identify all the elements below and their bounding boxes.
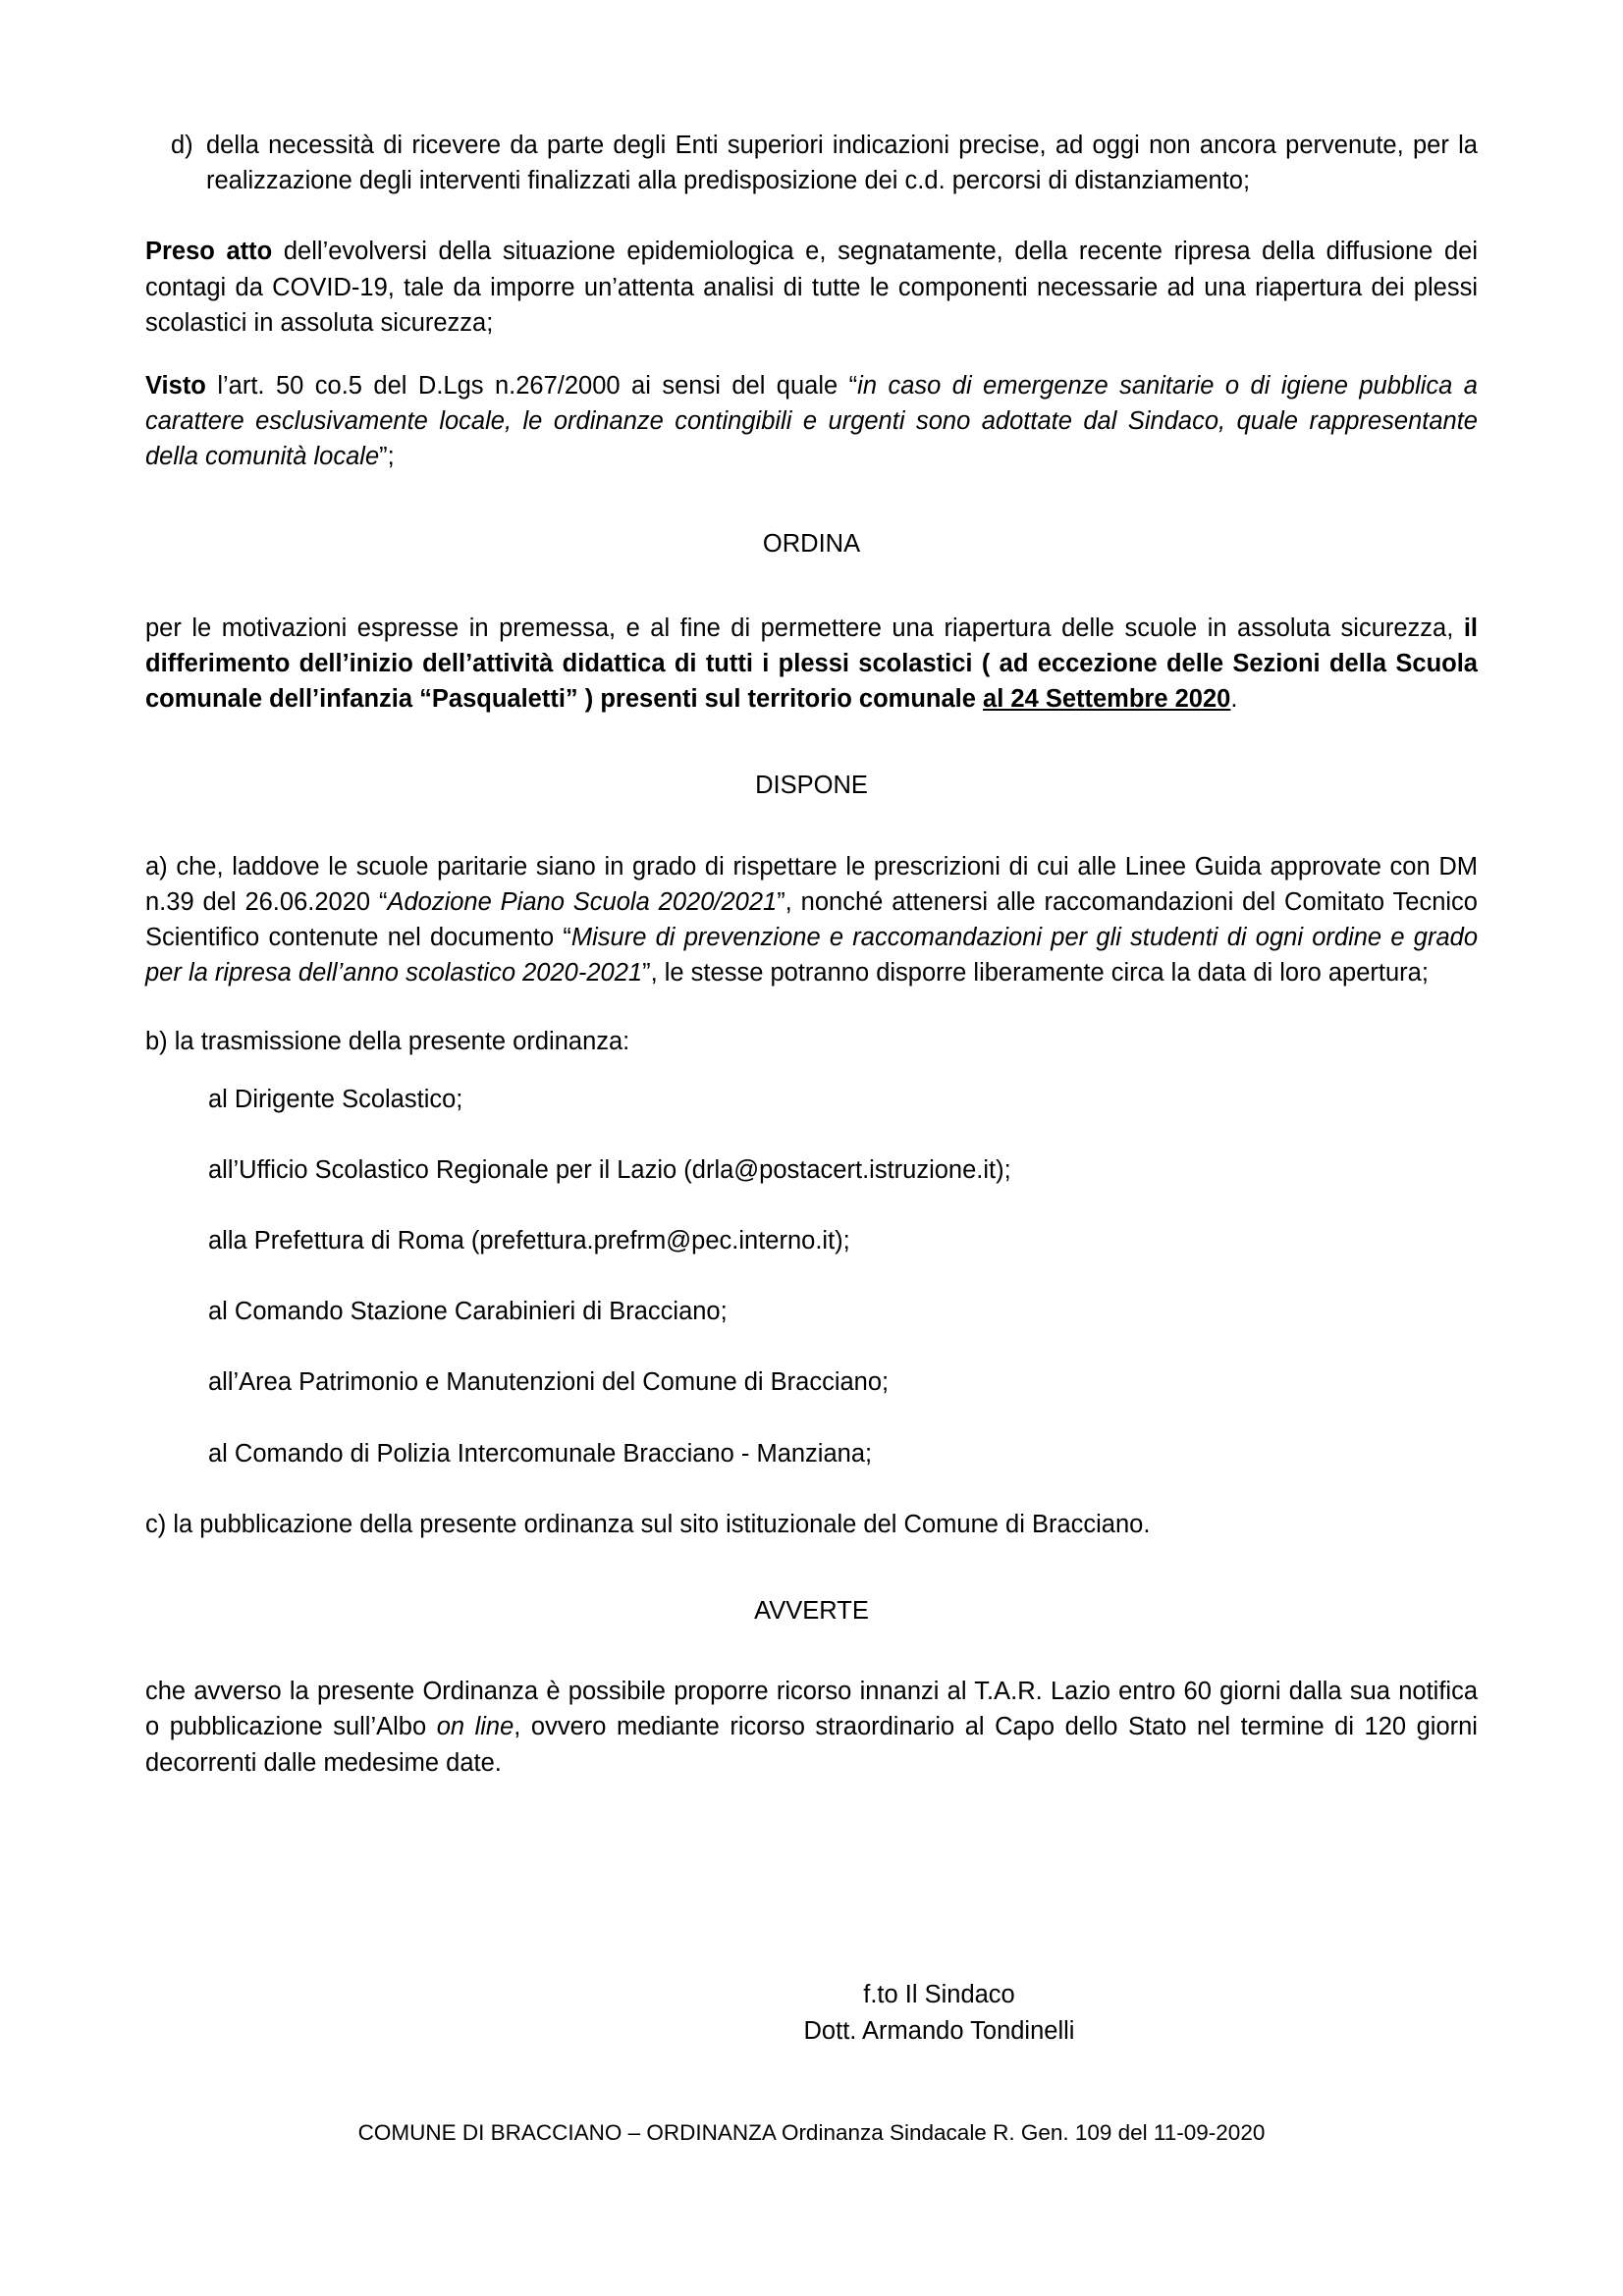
point-b-label: b) la trasmissione della presente ordinanza: [145,1028,630,1056]
list-item-d-text: della necessità di ricevere da parte degli Enti superiori indicazioni precise, ad oggi non ancora pervenute, per la realizzazione degli interventi finalizzati alla predisposizione dei c.d. percorsi di distanziamento; [206,132,1478,195]
paragraph-preso-atto [145,234,1478,341]
visto-quote: in caso di emergenze sanitarie o di igiene pubblica a carattere esclusivamente locale, le ordinanze contingibili e urgenti sono adottate dal Sindaco, quale rappresentante della comunità locale [145,372,1478,471]
list-item-d [145,128,1478,198]
point-b-recipient-list [145,1082,1478,1471]
heading-ordina: ORDINA [762,529,861,558]
avverte-text-2: , ovvero mediante ricorso straordinario al Capo dello Stato nel termine di 120 giorni decorrenti dalle medesime date. [145,1713,1478,1777]
paragraph-ordina-body [145,611,1478,718]
page-footer: COMUNE DI BRACCIANO – ORDINANZA Ordinanza Sindacale R. Gen. 109 del 11-09-2020 [357,2120,1266,2145]
point-a-text-2: ”, nonché attenersi alle raccomandazioni del Comitato Tecnico Scientifico contenute nel documento “ [145,887,1478,952]
list-item: al Dirigente Scolastico; [208,1085,463,1113]
point-a [145,849,1478,991]
list-item: alla Prefettura di Roma (prefettura.prefrm@pec.interno.it); [208,1227,850,1255]
visto-label: Visto [145,372,206,400]
heading-avverte: AVVERTE [754,1597,869,1626]
ordina-tail: . [1230,685,1238,714]
preso-atto-text: dell’evolversi della situazione epidemiologica e, segnatamente, della recente ripresa della diffusione dei contagi da COVID-19, tale da imporre un’attenta analisi di tutte le componenti necessarie ad una riapertura dei plessi scolastici in assoluta sicurezza; [145,238,1479,337]
list-item: all’Ufficio Scolastico Regionale per il Lazio (drla@postacert.istruzione.it); [208,1155,1011,1184]
signature-block [145,1977,1478,2050]
list-item: al Comando Stazione Carabinieri di Bracciano; [208,1298,728,1326]
ordina-date-underlined: al 24 Settembre 2020 [983,685,1231,714]
heading-dispone: DISPONE [755,772,868,800]
signature-line-2: Dott. Armando Tondinelli [803,2016,1075,2045]
signature-line-1: f.to Il Sindaco [863,1980,1015,2008]
point-a-text-1: che, laddove le scuole paritarie siano in grado di rispettare le prescrizioni di cui alle Linee Guida approvate con DM n.39 del 26.06.2020 “ [145,852,1478,916]
point-a-italic-1: Adozione Piano Scuola 2020/2021 [387,887,778,916]
point-a-italic-2: Misure di prevenzione e raccomandazioni per gli studenti di ogni ordine e grado per la ripresa dell’anno scolastico 2020-2021 [145,924,1478,988]
preso-atto-label: Preso atto [145,238,273,266]
list-item: al Comando di Polizia Intercomunale Bracciano - Manziana; [208,1439,873,1468]
visto-text-after: ”; [379,443,395,471]
ordina-bold-text: il differimento dell’inizio dell’attività didattica di tutti i plessi scolastici ( ad eccezione delle Sezioni della Scuola comunale dell’infanzia “Pasqualetti” ) presenti sul territorio comunale [145,614,1478,714]
list-item-d-marker: d) [171,132,193,159]
document-body [145,128,1478,2050]
point-a-text-3: ”, le stesse potranno disporre liberamente circa la data di loro apertura; [642,959,1429,988]
ordina-intro: per le motivazioni espresse in premessa, e al fine di permettere una riapertura delle scuole in assoluta sicurezza, [145,614,1464,642]
paragraph-avverte-body [145,1674,1478,1781]
list-item: all’Area Patrimonio e Manutenzioni del Comune di Bracciano; [208,1368,890,1397]
avverte-italic: on line [436,1713,514,1741]
paragraph-visto [145,368,1478,475]
point-a-marker: a) [145,852,168,881]
visto-text-before: l’art. 50 co.5 del D.Lgs n.267/2000 ai sensi del quale “ [205,372,858,400]
avverte-text-1: che avverso la presente Ordinanza è possibile proporre ricorso innanzi al T.A.R. Lazio entro 60 giorni dalla sua notifica o pubblicazione sull’Albo [145,1678,1478,1741]
point-c: c) la pubblicazione della presente ordinanza sul sito istituzionale del Comune di Bracciano. [145,1510,1151,1538]
